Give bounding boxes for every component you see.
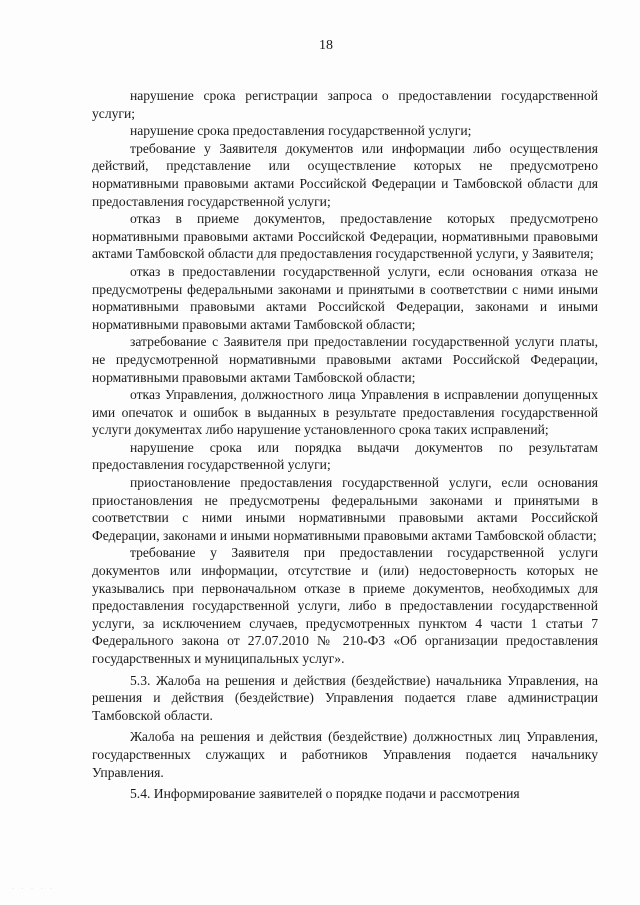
paragraph: нарушение срока предоставления государственной услуги;: [130, 123, 472, 139]
paragraph: нарушение срока регистрации запроса о предоставлении государственной услуги;: [92, 88, 598, 121]
paragraph: требование у Заявителя при предоставлении государственной услуги документов или информации, отсутствие и (или) недостоверность которых не указывались при первоначальном отказе в приеме документов, необходимых для предоставления государственной услуги, либо в предоставлении государственной услуги, за исключением случаев, предусмотренных пунктом 4 части 1 статьи 7 Федерального закона от 27.07.2010 № 210-ФЗ «Об организации предоставления государственных и муниципальных услуг».: [92, 545, 598, 666]
paragraph: отказ в предоставлении государственной услуги, если основания отказа не предусмотрены федеральными законами и принятыми в соответствии с ними иными нормативными правовыми актами Российской Федерации, законами и иными нормативными правовыми актами Тамбовской области;: [92, 263, 598, 332]
paragraph: отказ в приеме документов, предоставление которых предусмотрено нормативными правовыми актами Российской Федерации, нормативными правовыми актами Тамбовской области для предоставления государственной услуги, у Заявителя;: [92, 211, 598, 262]
paragraph: нарушение срока или порядка выдачи документов по результатам предоставления государственной услуги;: [92, 439, 598, 473]
paragraph: отказ Управления, должностного лица Управления в исправлении допущенных ими опечаток и ошибок в выданных в результате предоставления государственной услуги документах либо нарушение установленного срока таких исправлений;: [92, 387, 598, 438]
scan-artifact: · · · · ·: [12, 886, 55, 892]
section-5-3-paragraph: 5.3. Жалоба на решения и действия (бездействие) начальника Управления, на решения и действия (бездействие) Управления подается главе администрации Тамбовской области.: [92, 672, 598, 723]
document-body: [92, 87, 598, 803]
page-number: 18: [319, 38, 333, 53]
paragraph: Жалоба на решения и действия (бездействие) должностных лиц Управления, государственных служащих и работников Управления подается начальнику Управления.: [92, 729, 598, 780]
paragraph: приостановление предоставления государственной услуги, если основания приостановления не предусмотрены федеральными законами и принятыми в соответствии с ними иными нормативными правовыми актами Российской Федерации, законами и иными нормативными правовыми актами Тамбовской области;: [92, 475, 598, 543]
paragraph: затребование с Заявителя при предоставлении государственной услуги платы, не предусмотренной нормативными правовыми актами Российской Федерации, нормативными правовыми актами Тамбовской области;: [92, 334, 598, 385]
paragraph: требование у Заявителя документов или информации либо осуществления действий, представление или осуществление которых не предусмотрено нормативными правовыми актами Российской Федерации и Тамбовской области для предоставления государственной услуги;: [92, 140, 598, 209]
section-5-4-paragraph: 5.4. Информирование заявителей о порядке подачи и рассмотрения: [130, 786, 520, 802]
